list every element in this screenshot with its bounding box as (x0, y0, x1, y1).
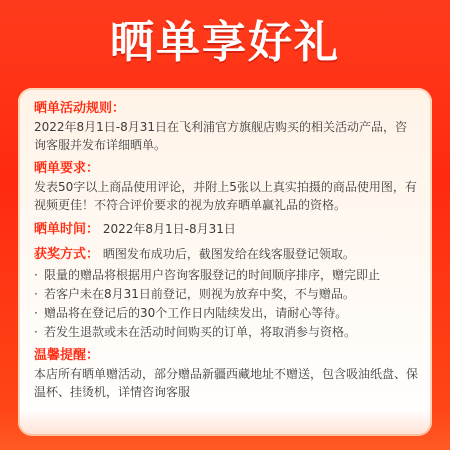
time-text: 2022年8月1日-8月31日 (102, 222, 236, 236)
time-label: 晒单时间： (34, 222, 100, 237)
rules-section (34, 100, 419, 154)
list-item: · 赠品将在登记后的30个工作日内陆续发出，请耐心等待。 (34, 304, 419, 322)
requirements-section (34, 160, 419, 214)
time-section (34, 220, 419, 239)
obtain-text: 晒图发布成功后，截图发给在线客服登记领取。 (102, 247, 355, 261)
notice-section (34, 347, 419, 401)
rules-label: 晒单活动规则： (34, 101, 126, 116)
info-card (18, 88, 432, 436)
bullet-icon (34, 323, 44, 341)
requirements-label: 晒单要求： (34, 161, 100, 176)
notice-text: 本店所有晒单赠活动，部分赠品新疆西藏地址不赠送，包含吸油纸盘、保温杯、挂烫机，详情咨询客服 (34, 367, 419, 399)
list-item: · 若客户未在8月31日前登记，则视为放弃中奖，不与赠品。 (34, 285, 419, 303)
obtain-list (34, 266, 419, 341)
bullet-icon (34, 304, 44, 322)
rules-text: 2022年8月1日-8月31日在飞利浦官方旗舰店购买的相关活动产品，咨询客服并发布详细晒单。 (34, 120, 408, 152)
list-item: · 若发生退款或未在活动时间购买的订单，将取消参与资格。 (34, 323, 419, 341)
bullet-icon (34, 285, 44, 303)
obtain-section (34, 245, 419, 341)
info-card-content (34, 100, 419, 407)
list-item: · 限量的赠品将根据用户咨询客服登记的时间顺序排序，赠完即止 (34, 266, 419, 284)
bottom-glow (0, 410, 450, 450)
page-title: 晒单享好礼 (110, 17, 340, 68)
requirements-text: 发表50字以上商品使用评论，并附上5张以上真实拍摄的商品使用图，有视频更佳！不符合评价要求的视为放弃晒单赢礼品的资格。 (34, 180, 417, 212)
obtain-label: 获奖方式： (34, 247, 100, 262)
bullet-icon (34, 266, 44, 284)
notice-label: 温馨提醒： (34, 348, 100, 363)
